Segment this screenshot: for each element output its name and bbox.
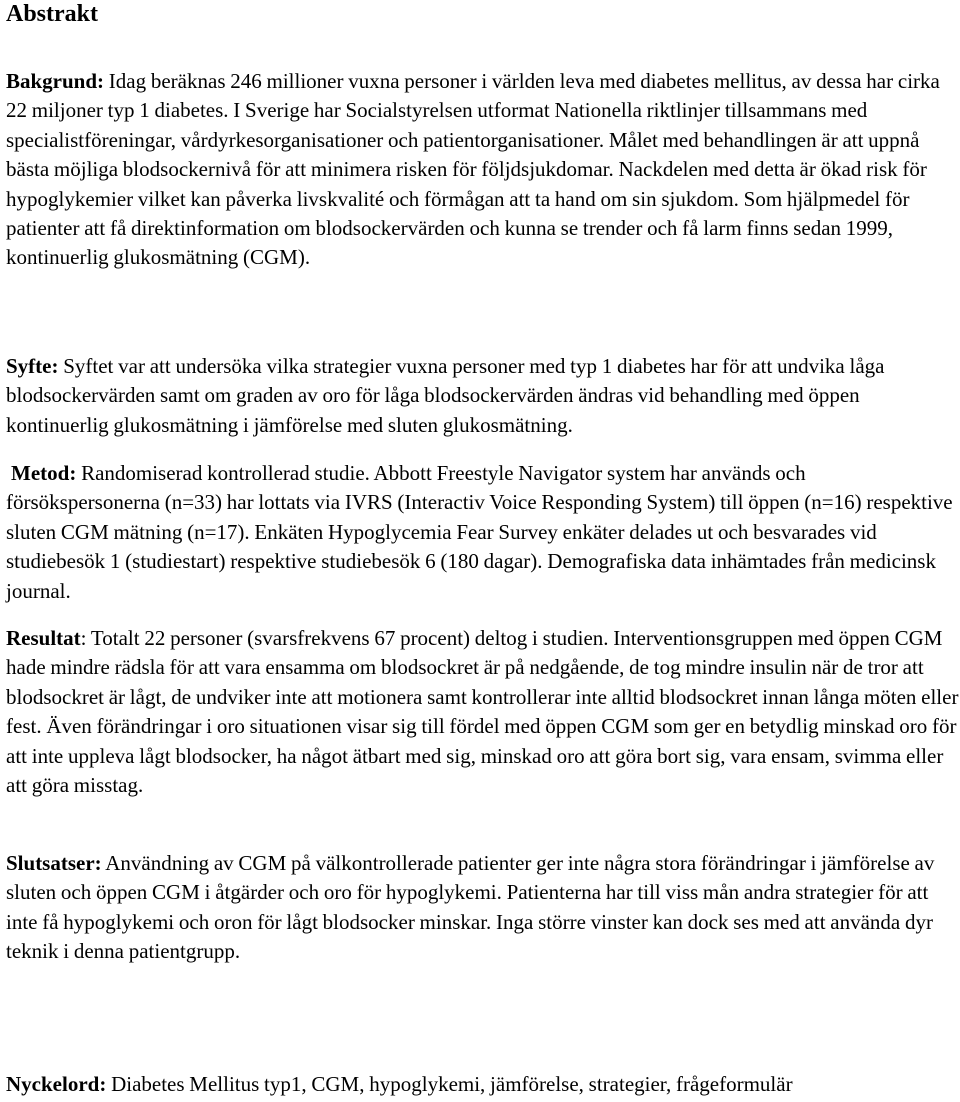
section-label: Bakgrund: <box>6 69 105 93</box>
section-label: Slutsatser: <box>6 851 102 875</box>
section-text: Idag beräknas 246 millioner vuxna personer i världen leva med diabetes mellitus, av dessa har cirka 22 miljoner typ 1 diabetes. I Sverige har Socialstyrelsen utformat Nationella riktlinjer tillsammans med specialistföreningar, vårdyrkesorganisationer och patientorganisationer. Målet med behandlingen är att uppnå bästa möjliga blodsockernivå för att minimera risken för följdsjukdomar. Nackdelen med detta är ökad risk för hypoglykemier vilket kan påverka livskvalité och förmågan att ta hand om sin sjukdom. Som hjälpmedel för patienter att få direktinformation om blodsockervärden och kunna se trender och få larm finns sedan 1999, kontinuerlig glukosmätning (CGM). <box>6 69 940 270</box>
section-text: Randomiserad kontrollerad studie. Abbott Freestyle Navigator system har används och försökspersonerna (n=33) har lottats via IVRS (Interactiv Voice Responding System) till öppen (n=16) respektive sluten CGM mätning (n=17). Enkäten Hypoglycemia Fear Survey enkäter delades ut och besvarades vid studiebesök 1 (studiestart) respektive studiebesök 6 (180 dagar). Demografiska data inhämtades från medicinsk journal. <box>6 461 953 603</box>
section-bakgrund <box>6 67 960 273</box>
section-metod <box>6 459 960 606</box>
section-label: Syfte: <box>6 354 59 378</box>
section-text: Användning av CGM på välkontrollerade patienter ger inte några stora förändringar i jämförelse av sluten och öppen CGM i åtgärder och oro för hypoglykemi. Patienterna har till viss mån andra strategier för att inte få hypoglykemi och oron för lågt blodsocker minskar. Inga större vinster kan dock ses med att använda dyr teknik i denna patientgrupp. <box>6 851 935 964</box>
section-resultat <box>6 624 960 800</box>
section-syfte <box>6 352 960 440</box>
document-title: Abstrakt <box>6 1 99 27</box>
section-text: : Totalt 22 personer (svarsfrekvens 67 procent) deltog i studien. Interventionsgruppen med öppen CGM hade mindre rädsla för att vara ensamma om blodsockret är på nedgående, de tog mindre insulin när de tror att blodsockret är lågt, de undviker inte att motionera samt kontrollerar inte alltid blodsockret innan långa möten eller fest. Även förändringar i oro situationen visar sig till fördel med öppen CGM som ger en betydlig minskad oro för att inte uppleva lågt blodsocker, ha något ätbart med sig, minskad oro att göra bort sig, vara ensam, svimma eller att göra misstag. <box>6 626 959 798</box>
section-text: Diabetes Mellitus typ1, CGM, hypoglykemi, jämförelse, strategier, frågeformulär <box>111 1072 793 1096</box>
section-text: Syftet var att undersöka vilka strategier vuxna personer med typ 1 diabetes har för att undvika låga blodsockervärden samt om graden av oro för låga blodsockervärden ändras vid behandling med öppen kontinuerlig glukosmätning i jämförelse med sluten glukosmätning. <box>6 354 885 437</box>
section-label: Resultat <box>6 626 81 650</box>
section-nyckelord <box>6 1070 960 1099</box>
section-slutsatser <box>6 849 960 967</box>
section-label: Nyckelord: <box>6 1072 107 1096</box>
section-label: Metod: <box>11 461 77 485</box>
